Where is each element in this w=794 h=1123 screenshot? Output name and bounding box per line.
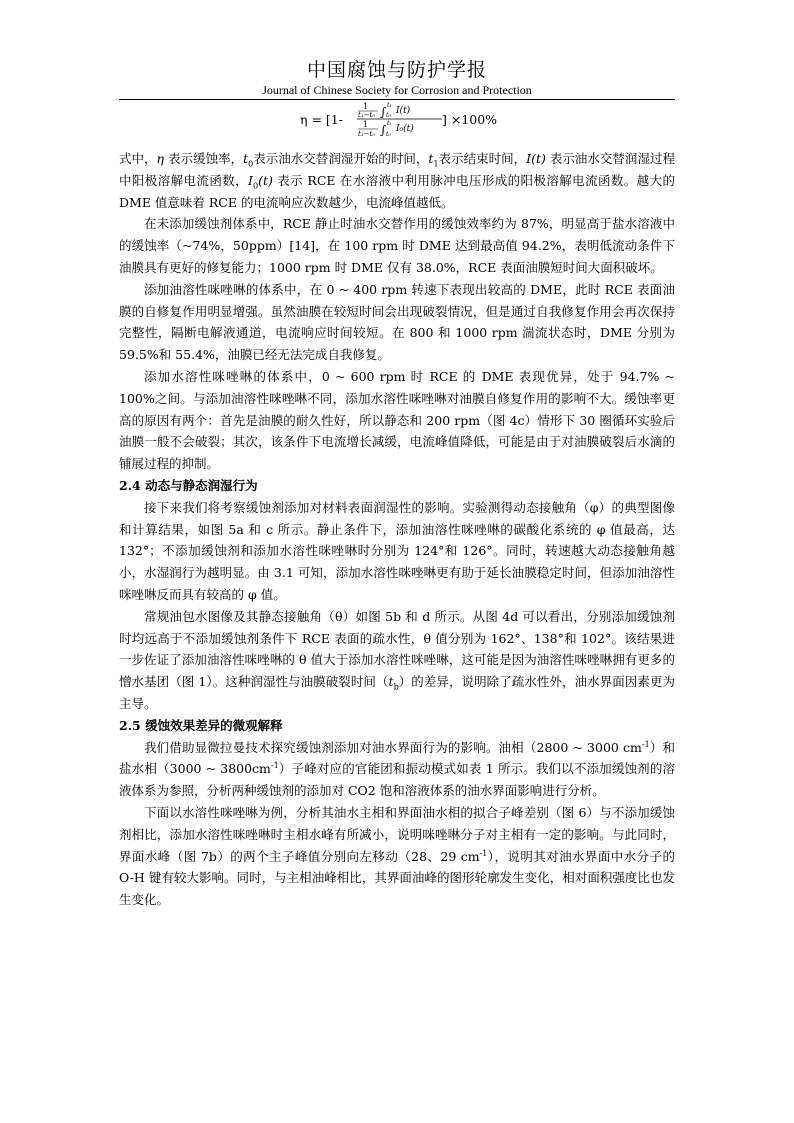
paragraph-oil-soluble: 添加油溶性咪唑啉的体系中，在 0 ~ 400 rpm 转速下表现出较高的 DME，此时 RCE 表面油膜的自修复作用明显增强。虽然油膜在较短时间会出现破裂情况，但是通过自我修复作用会再次保持完整性，隔断电解液通道，电流响应时间较短。在 800 和 1000 rpm 湍流状态时，DME 分别为 59.5%和 55.4%，油膜已经无法完成自我修复。: [119, 281, 675, 363]
subscript: 0: [253, 181, 259, 191]
formula-num-fn: I(t): [396, 106, 411, 116]
symbol-t1: t: [428, 151, 434, 166]
article-body: [119, 148, 675, 911]
subscript: b: [393, 682, 399, 692]
formula-svg: [300, 102, 500, 138]
formula-num-den: t₁−t₀: [358, 111, 376, 119]
symbol-I0t: (t): [258, 172, 273, 188]
paragraph-raman-method: [119, 737, 675, 802]
section-heading-2-4: 2.4 动态与静态润湿行为: [119, 477, 258, 493]
superscript: -1: [270, 761, 279, 771]
text-run: 表示油水交替润湿开始的时间，: [253, 151, 429, 166]
superscript: -1: [641, 739, 650, 749]
text-run: 下面以水溶性咪唑啉为例，分析其油水主相和界面油水相的拟合子峰差别（图 6）与不添加缓蚀剂相比，添加水溶性咪唑啉时主相水峰有所减小，说明咪唑啉分子对主相有一定的影响。与此同时，界面水峰（图 7b）的两个主子峰值分别向左移动（28、29 cm: [119, 804, 675, 864]
symbol-I0: I: [248, 172, 253, 188]
paragraph-water-soluble: 添加水溶性咪唑啉的体系中，0 ~ 600 rpm 时 RCE 的 DME 表现优异，处于 94.7% ~ 100%之间。与添加油溶性咪唑啉不同，添加水溶性咪唑啉对油膜自修复作用的影响不大。缓蚀率更高的原因有两个：首先是油膜的耐久性好，所以静态和 200 rpm（图 4c）情形下 30 圈循环实验后油膜一般不会破裂；其次，该条件下电流增长减缓，电流峰值降低，可能是由于对油膜破裂后水滴的铺展过程的抑制。: [119, 368, 675, 472]
formula-num-lim-bot: t₀: [386, 112, 391, 119]
formula-num-int: ∫: [380, 105, 387, 119]
subscript: 1: [433, 159, 439, 169]
paragraph-dynamic-contact-angle: 接下来我们将考察缓蚀剂添加对材料表面润湿性的影响。实验测得动态接触角（φ）的典型图像和计算结果，如图 5a 和 c 所示。静止条件下，添加油溶性咪唑啉的碳酸化系统的 φ 值最高，达 132°；不添加缓蚀剂和添加水溶性咪唑啉时分别为 124°和 126°。同时，转速越大动态接触角越小，水湿润行为越明显。由 3.1 可知，添加水溶性咪唑啉更有助于延长油膜稳定时间，但添加油溶性咪唑啉反而具有较高的 φ 值。: [119, 499, 675, 602]
text-run: 式中，: [119, 151, 157, 166]
text-run: 表示油水交替润湿过程中阳极溶解电流函数，: [119, 151, 675, 188]
symbol-t0: t: [243, 151, 249, 166]
paragraph-variable-definitions: [119, 148, 675, 213]
page-header: [0, 58, 794, 98]
formula-num-coef: 1: [363, 102, 369, 111]
text-run: ）和盐水相（3000 ~ 3800cm: [119, 739, 675, 777]
symbol-It: I(t): [526, 151, 546, 166]
formula-den-lim-bot: t₀: [386, 131, 391, 138]
formula-den-lim-top: t₁: [387, 120, 392, 127]
symbol-eta: η: [156, 151, 165, 166]
text-run: 我们借助显微拉曼技术探究缓蚀剂添加对油水界面行为的影响。油相（2800 ~ 3000 cm: [144, 739, 642, 755]
formula-lhs: η = [1-: [300, 112, 343, 127]
formula-den-int: ∫: [380, 123, 387, 137]
efficiency-formula: [300, 102, 500, 138]
formula-den-fn: I₀(t): [396, 124, 414, 134]
formula-den-den: t₁−t₀: [358, 130, 376, 138]
formula-den-coef: 1: [363, 120, 369, 129]
text-run: ）的差异，说明除了疏水性外，油水界面因素更为主导。: [119, 674, 675, 711]
text-run: 表示缓蚀率，: [164, 151, 244, 166]
text-run: 常规油包水图像及其静态接触角（θ）如图 5b 和 d 所示。从图 4d 可以看出，分别添加缓蚀剂时均远高于不添加缓蚀剂条件下 RCE 表面的疏水性，θ 值分别为 162°、138°和 102°。该结果进一步佐证了添加油溶性咪唑啉的 θ 值大于添加水溶性咪唑啉，这可能是因为油溶性咪唑啉拥有更多的憎水基团（图 1）。这种润湿性与油膜破裂时间（: [119, 608, 675, 690]
text-run: ）子峰对应的官能团和振动模式如表 1 所示。我们以不添加缓蚀剂的溶液体系为参照，分析两种缓蚀剂的添加对 CO2 饱和溶液体系的油水界面影响进行分析。: [119, 761, 676, 799]
section-heading-2-5: 2.5 缓蚀效果差异的微观解释: [119, 717, 283, 733]
symbol-tb: t: [388, 674, 394, 690]
paragraph-static-contact-angle: [119, 606, 675, 715]
paragraph-no-inhibitor: 在未添加缓蚀剂体系中，RCE 静止时油水交替作用的缓蚀效率约为 87%，明显高于盐水溶液中的缓蚀率（~74%，50ppm）[14]，在 100 rpm 时 DME 达到最高值 94.2%，表明低流动条件下油膜具有更好的修复能力；1000 rpm 时 DME 仅有 38.0%，RCE 表面油膜短时间大面积破坏。: [119, 216, 675, 275]
superscript: -1: [479, 848, 488, 858]
text-run: 表示 RCE 在水溶液中利用脉冲电压形成的阳极溶解电流函数。越大的 DME 值意味着 RCE 的电流响应次数越少，电流峰值越低。: [119, 172, 675, 210]
header-rule: [119, 99, 675, 100]
text-run: ），说明其对油水界面中水分子的 O-H 键有较大影响。同时，与主相油峰相比，其界面油峰的图形轮廓发生变化，相对面积强度比也发生变化。: [119, 848, 675, 908]
journal-title-cn: 中国腐蚀与防护学报: [306, 59, 487, 81]
formula-num-lim-top: t₁: [387, 102, 392, 109]
text-run: 表示结束时间，: [438, 151, 527, 166]
paragraph-raman-results: [119, 802, 675, 911]
journal-title-en: Journal of Chinese Society for Corrosion and Protection: [262, 83, 532, 97]
subscript: 0: [248, 159, 254, 169]
formula-rhs: ] ×100%: [442, 112, 498, 127]
